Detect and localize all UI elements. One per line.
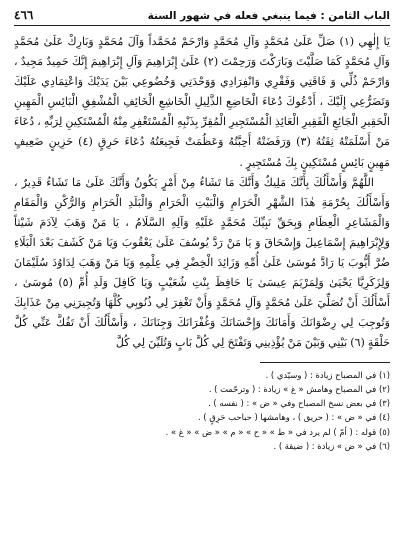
main-text [14, 32, 390, 354]
paragraph: يَا إِلٰهِي (١) صَلِّ عَلَىٰ مُحَمَّدٍ وَآلِ مُحَمَّدٍ وَارْحَمْ مُحَمَّداً وَآلَ مُحَمَّدٍ وَبَارِكْ عَلَىٰ مُحَمَّدٍ وَآلِ مُحَمَّدٍ كَمَا صَلَّيْتَ وَبَارَكْتَ وَرَحِمْتَ (٢) عَلَىٰ إِبْرَاهِيمَ وَآلِ إِبْرَاهِيمَ إِنَّكَ حَمِيدٌ مَجِيدٌ ، وَارْحَمْ ذُلِّي وَ فَاقَتِي وَفَقْرِي وَانْفِرَادِي وَوَحْدَتِي وَخُضُوعِي بَيْنَ يَدَيْكَ وَاعْتِمَادِي عَلَيْكَ وَتَضَرُّعِي إِلَيْكَ ، أَدْعُوكَ دُعَاءَ الْخَاضِعِ الذَّلِيلِ الْخَاشِعِ الْخَائِفِ الْمُشْفِقِ الْبَائِسِ الْمَهِينِ الْحَقِيرِ الْجَائِعِ الْفَقِيرِ الْعَائِذِ الْمُسْتَجِيرِ الْمُقِرِّ بِذَنْبِهِ الْمُسْتَغْفِرِ مِنْهُ الْمُسْتَكِينِ لِرَبِّهِ ، دُعَاءَ مَنْ أَسْلَمَتْهُ ثِقَتُهُ (٣) وَرَفَضَتْهُ أَحِبَّتُهُ وَعَظُمَتْ فَجِيعَتُهُ دُعَاءَ حَرِقٍ (٤) حَزِينٍ ضَعِيفٍ مَهِينٍ بَائِسٍ مُسْتَكِينٍ بِكَ مُسْتَجِيرٍ . [14, 35, 390, 169]
footnote: (٢) في المصباح وهامش « غ » زيادة : ( وترحّمت ) . [208, 383, 390, 394]
footnote: (٣) في بعض نسخ المصباح وفي « ض » : ( نفسه ) . [208, 398, 390, 409]
footnote: (٦) في « ض » زيادة : ( ضيقة ) . [273, 440, 390, 451]
paragraph: اللَّهُمَّ وَأَسْأَلُكَ بِأَنَّكَ مَلِيكٌ وَأَنَّكَ مَا تَشَاءُ مِنْ أَمْرٍ يَكُونُ وَأَنَّكَ عَلَىٰ مَا تَشَاءُ قَدِيرٌ ، وَأَسْأَلُكَ بِحُرْمَةِ هٰذَا الشَّهْرِ الْحَرَامِ وَالْبَيْتِ الْحَرَامِ وَالْبَلَدِ الْحَرَامِ وَالرُّكْنِ وَالْمَقَامِ وَالْمَشَاعِرِ الْعِظَامِ وَبِحَقِّ نَبِيِّكَ مُحَمَّدٍ عَلَيْهِ وَآلِهِ السَّلَامُ ، يَا مَنْ وَهَبَ لِآدَمَ شَيْثاً وَلِإِبْرَاهِيمَ إِسْمَاعِيلَ وَإِسْحَاقَ وَ يَا مَنْ رَدَّ يُوسُفَ عَلَىٰ يَعْقُوبَ وَيَا مَنْ كَشَفَ بَعْدَ الْبَلَاءِ ضُرَّ أَيُّوبَ يَا رَادَّ مُوسَىٰ عَلَىٰ أُمِّهِ وَزَائِدَ الْخِضْرِ فِي عِلْمِهِ وَيَا مَنْ وَهَبَ لِدَاوُدَ سُلَيْمَانَ وَلِزَكَرِيَّا يَحْيَىٰ وَلِمَرْيَمَ عِيسَىٰ يَا حَافِظَ بِنْتِ شُعَيْبٍ وَيَا كَافِلَ وَلَدِ أُمِّ (٥) مُوسَىٰ ، أَسْأَلُكَ أَنْ تُصَلِّيَ عَلَىٰ مُحَمَّدٍ وَآلِ مُحَمَّدٍ وَأَنْ تَغْفِرَ لِي ذُنُوبِي كُلَّهَا وَتُجِيرَنِي مِنْ عَذَابِكَ وَتُوجِبَ لِي رِضْوَانَكَ وَأَمَانَكَ وَإِحْسَانَكَ وَغُفْرَانَكَ وَجِنَانَكَ ، وَأَسْأَلُكَ أَنْ تَفُكَّ عَنِّي كُلَّ حَلْقَةٍ (٦) بَيْنِي وَبَيْنَ مَنْ يُؤْذِينِي وَتَفْتَحَ لِي كُلَّ بَابٍ وَتُلَيِّنَ لِي كُلَّ [14, 175, 390, 350]
running-title: الباب الثامن : فيما ينبغي فعله في شهور السنة [147, 10, 390, 22]
footnote: (٥) قوله : ( أمّ ) لم يرد في « ط » « ح » « م » « ض » « غ » . [165, 426, 390, 437]
footnote-divider [260, 362, 390, 363]
footnote: (٤) في « ض » : ( حريق ) ، وهامشها ( حباحب حَرِقٍ ) . [197, 412, 390, 423]
page-header [14, 8, 390, 26]
page-number: ٤٦٦ [14, 8, 34, 22]
footnote: (١) في المصباح زيادة : ( وسيّدي ) . [265, 369, 390, 380]
footnotes [14, 368, 390, 454]
